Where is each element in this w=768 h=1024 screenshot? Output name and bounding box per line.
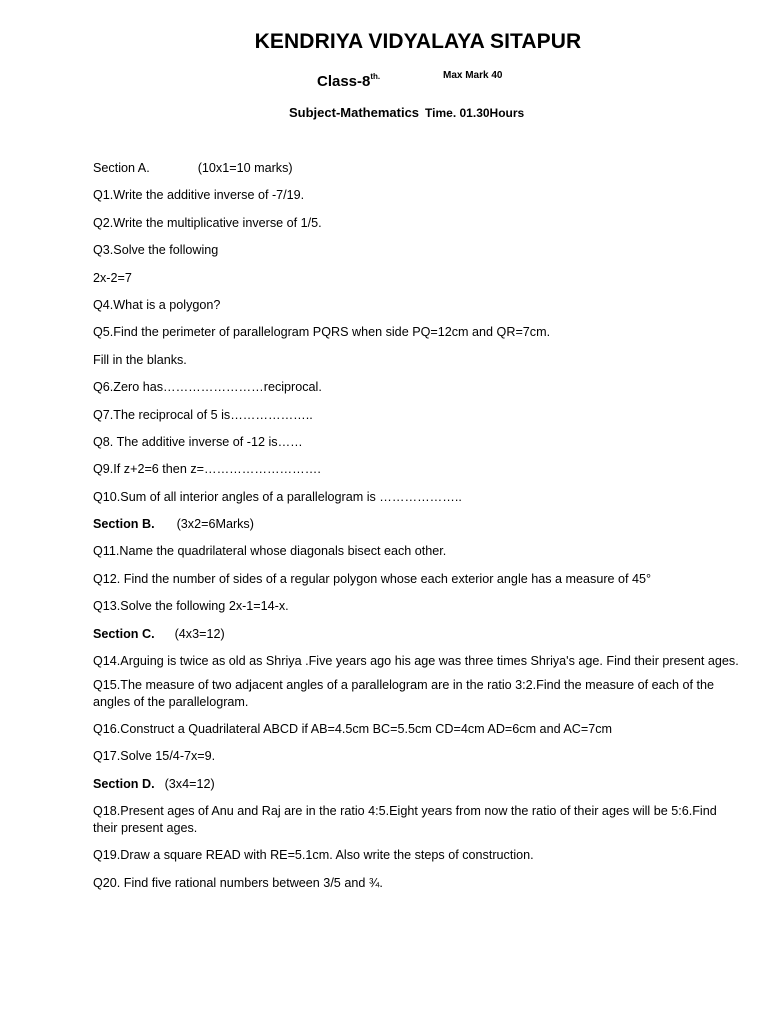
question-5: Q5.Find the perimeter of parallelogram PQRS when side PQ=12cm and QR=7cm.	[93, 325, 551, 340]
section-c-heading	[93, 626, 753, 643]
fill-in-blanks-heading: Fill in the blanks.	[93, 352, 187, 367]
question-14: Q14.Arguing is twice as old as Shriya .Five years ago his age was three times Shriya's age. Find their present ages.	[93, 654, 739, 669]
question-2: Q2.Write the multiplicative inverse of 1/5.	[93, 215, 322, 230]
section-a-marks: (10x1=10 marks)	[197, 161, 293, 175]
subject-label: Subject-Mathematics	[289, 105, 420, 120]
question-12: Q12. Find the number of sides of a regular polygon whose each exterior angle has a measure of 45°	[93, 571, 652, 586]
question-15-line-1: Q15.The measure of two adjacent angles of a parallelogram are in the ratio 3:2.Find the measure of each of the	[93, 677, 714, 692]
subject-line	[289, 105, 524, 120]
question-6: Q6.Zero has……………………reciprocal.	[93, 380, 322, 395]
school-title: KENDRIYA VIDYALAYA SITAPUR	[254, 30, 582, 53]
question-11: Q11.Name the quadrilateral whose diagonals bisect each other.	[93, 544, 447, 559]
question-3: Q3.Solve the following	[93, 243, 219, 258]
question-10: Q10.Sum of all interior angles of a parallelogram is ………………..	[93, 489, 462, 504]
section-a-heading	[93, 160, 753, 177]
section-b-title: Section B.	[93, 517, 155, 532]
questions-body	[93, 160, 753, 892]
class-label	[317, 72, 380, 90]
question-19: Q19.Draw a square READ with RE=5.1cm. Also write the steps of construction.	[93, 848, 534, 863]
question-16: Q16.Construct a Quadrilateral ABCD if AB=4.5cm BC=5.5cm CD=4cm AD=6cm and AC=7cm	[93, 721, 613, 736]
question-7: Q7.The reciprocal of 5 is………………..	[93, 407, 313, 422]
question-9: Q9.If z+2=6 then z=……………………….	[93, 462, 321, 477]
question-17: Q17.Solve 15/4-7x=9.	[93, 749, 216, 764]
section-d-heading	[93, 776, 753, 793]
question-20: Q20. Find five rational numbers between 3/5 and ¾.	[93, 875, 383, 890]
question-8: Q8. The additive inverse of -12 is……	[93, 434, 303, 449]
class-superscript: th.	[370, 72, 381, 81]
section-b-heading	[93, 516, 753, 533]
question-1: Q1.Write the additive inverse of -7/19.	[93, 188, 305, 203]
question-18-line-2: their present ages.	[93, 821, 198, 836]
section-b-marks: (3x2=6Marks)	[176, 517, 254, 532]
section-c-marks: (4x3=12)	[174, 626, 225, 641]
section-a-title: Section A.	[93, 161, 150, 175]
class-text: Class-8	[317, 73, 371, 90]
question-15-line-2: angles of the parallelogram.	[93, 694, 249, 709]
section-d-title: Section D.	[93, 776, 155, 791]
question-4: Q4.What is a polygon?	[93, 297, 221, 312]
question-13: Q13.Solve the following 2x-1=14-x.	[93, 599, 289, 614]
question-3-equation: 2x-2=7	[93, 270, 132, 285]
time-label: Time. 01.30Hours	[425, 106, 525, 120]
section-d-marks: (3x4=12)	[164, 776, 215, 791]
section-c-title: Section C.	[93, 626, 155, 641]
question-18-line-1: Q18.Present ages of Anu and Raj are in the ratio 4:5.Eight years from now the ratio of their ages will be 5:6.Find	[93, 804, 717, 819]
max-mark: Max Mark 40	[443, 70, 503, 81]
